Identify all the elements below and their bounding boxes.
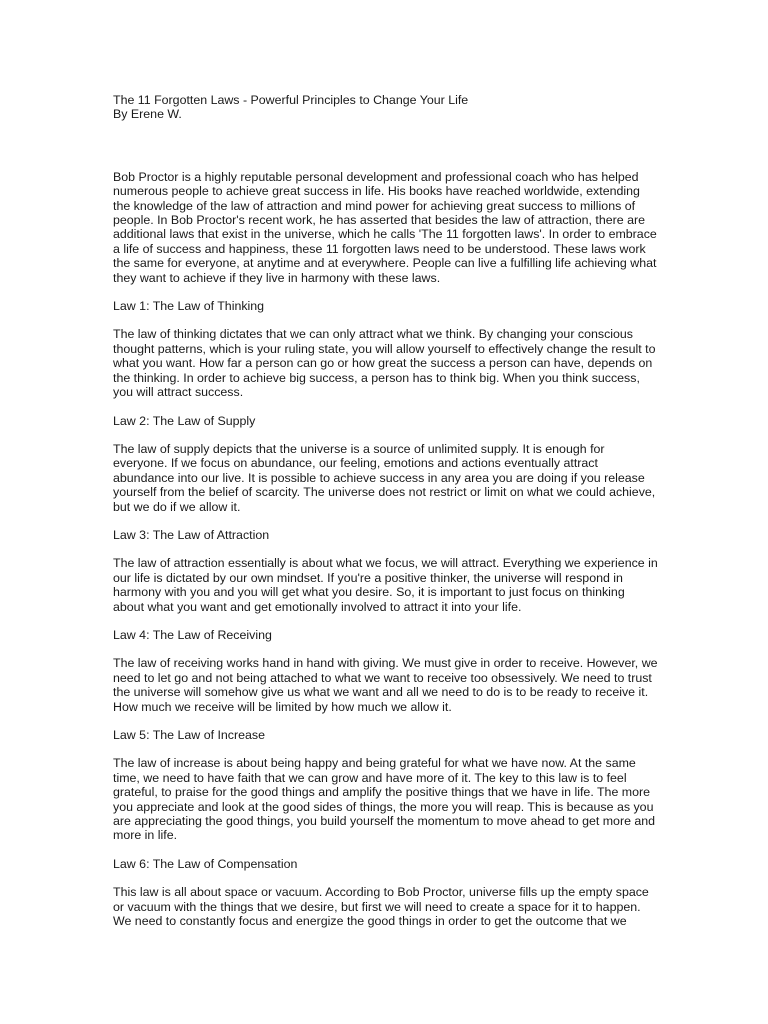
- intro-paragraph: Bob Proctor is a highly reputable personal development and professional coach who has helped numerous people to achieve great success in life. His books have reached worldwide, extending the knowledge of the law of attraction and mind power for achieving great success to millions of people. In Bob Proctor's recent work, he has asserted that besides the law of attraction, there are additional laws that exist in the universe, which he calls 'The 11 forgotten laws'. In order to embrace a life of success and happiness, these 11 forgotten laws need to be understood. These laws work the same for everyone, at anytime and at everywhere. People can live a fulfilling life achieving what they want to achieve if they live in harmony with these laws.: [113, 169, 657, 285]
- law-heading-6: Law 6: The Law of Compensation: [113, 856, 298, 871]
- law-body-6: This law is all about space or vacuum. According to Bob Proctor, universe fills up the empty space or vacuum with the things that we desire, but first we will need to create a space for it to happen. We need to constantly focus and energize the good things in order to get the outcome that we: [113, 885, 649, 929]
- document-page: [113, 93, 658, 928]
- law-heading-3: Law 3: The Law of Attraction: [113, 527, 270, 542]
- law-heading-5: Law 5: The Law of Increase: [113, 728, 265, 742]
- law-body-5: The law of increase is about being happy and being grateful for what we have now. At the same time, we need to have faith that we can grow and have more of it. The key to this law is to feel grateful, to praise for the good things and amplify the positive things that we have in life. The more you appreciate and look at the good sides of things, the more you will reap. This is because as you are appreciating the good things, you build yourself the momentum to move ahead to get more and more in life.: [113, 756, 656, 843]
- law-body-4: The law of receiving works hand in hand with giving. We must give in order to receive. However, we need to let go and not being attached to what we want to receive too obsessively. We need to trust the universe will somehow give us what we want and all we need to do is to be ready to receive it. How much we receive will be limited by how much we allow it.: [113, 656, 658, 714]
- law-heading-1: Law 1: The Law of Thinking: [113, 299, 265, 314]
- document-byline: By Erene W.: [113, 107, 182, 122]
- law-body-3: The law of attraction essentially is about what we focus, we will attract. Everything we experience in our life is dictated by our own mindset. If you're a positive thinker, the universe will respond in harmony with you and you will get what you desire. So, it is important to just focus on thinking about what you want and get emotionally involved to attract it into your life.: [113, 556, 658, 614]
- law-body-2: The law of supply depicts that the universe is a source of unlimited supply. It is enough for everyone. If we focus on abundance, our feeling, emotions and actions eventually attract abundance into our live. It is possible to achieve success in any area you are doing if you release yourself from the belief of scarcity. The universe does not restrict or limit on what we could achieve, but we do if we allow it.: [113, 441, 656, 514]
- law-heading-2: Law 2: The Law of Supply: [113, 413, 256, 428]
- law-heading-4: Law 4: The Law of Receiving: [113, 627, 272, 642]
- law-body-1: The law of thinking dictates that we can only attract what we think. By changing your conscious thought patterns, which is your ruling state, you will allow yourself to effectively change the result to what you want. How far a person can go or how great the success a person can have, depends on the thinking. In order to achieve big success, a person has to think big. When you think success, you will attract success.: [113, 327, 656, 400]
- document-title: The 11 Forgotten Laws - Powerful Principles to Change Your Life: [113, 93, 469, 107]
